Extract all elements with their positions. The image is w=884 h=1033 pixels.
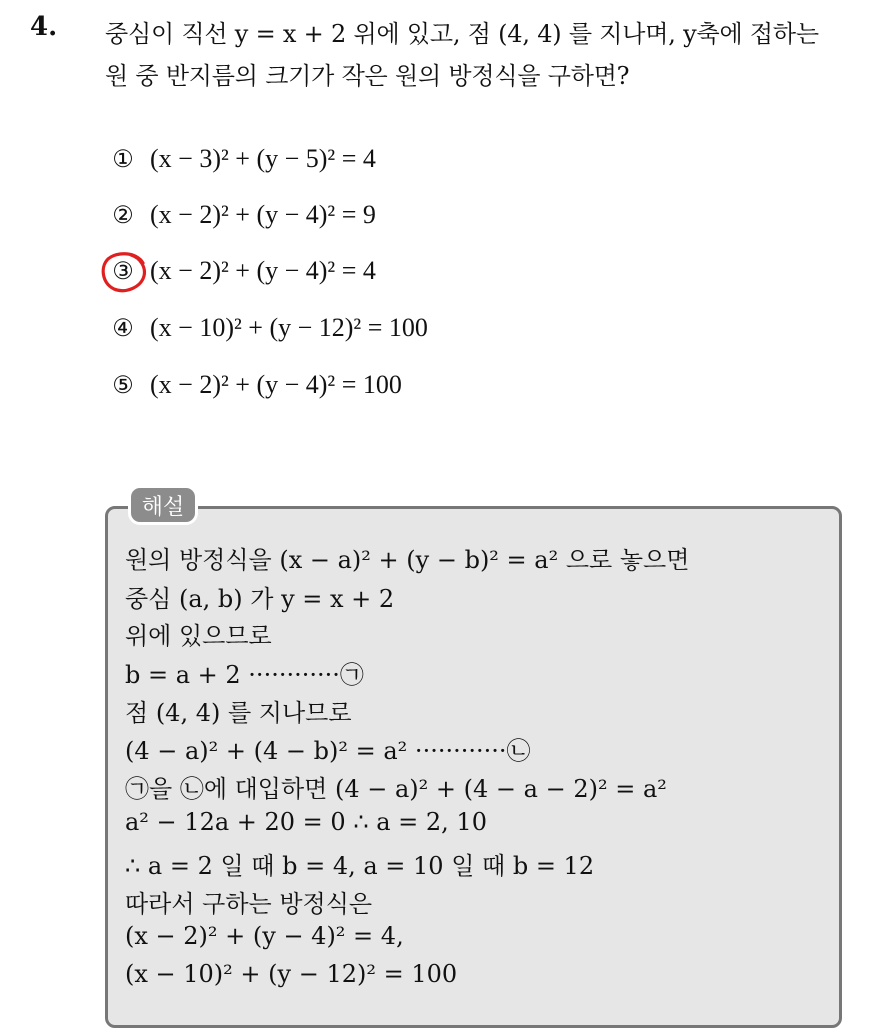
answer-circle-stroke bbox=[103, 254, 144, 291]
question-text-line-2: 원 중 반지름의 크기가 작은 원의 방정식을 구하면? bbox=[105, 62, 630, 90]
explanation-line-1: 원의 방정식을 (x − a)² + (y − b)² = a² 으로 놓으면 bbox=[125, 546, 690, 574]
option-1[interactable] bbox=[110, 144, 376, 174]
explanation-line-2: 중심 (a, b) 가 y = x + 2 bbox=[125, 585, 395, 613]
option-5-number: ⑤ bbox=[112, 371, 134, 399]
option-1-equation: (x − 3)² + (y − 5)² = 4 bbox=[150, 144, 376, 173]
option-2[interactable] bbox=[110, 200, 376, 230]
option-3[interactable] bbox=[110, 256, 376, 286]
option-3-equation: (x − 2)² + (y − 4)² = 4 bbox=[150, 256, 376, 285]
option-3-number: ③ bbox=[112, 257, 134, 285]
explanation-line-5: 점 (4, 4) 를 지나므로 bbox=[125, 699, 352, 727]
explanation-tag: 해설 bbox=[128, 485, 198, 525]
answer-circle-mark bbox=[99, 249, 149, 295]
option-5-equation: (x − 2)² + (y − 4)² = 100 bbox=[150, 370, 402, 399]
option-4[interactable] bbox=[110, 313, 428, 343]
option-2-number: ② bbox=[112, 201, 134, 229]
explanation-line-6: (4 − a)² + (4 − b)² = a² ············㉡ bbox=[125, 737, 531, 765]
explanation-line-9: ∴ a = 2 일 때 b = 4, a = 10 일 때 b = 12 bbox=[125, 852, 595, 880]
explanation-line-11: (x − 2)² + (y − 4)² = 4, bbox=[125, 922, 404, 950]
explanation-line-7: ㉠을 ㉡에 대입하면 (4 − a)² + (4 − a − 2)² = a² bbox=[125, 775, 667, 803]
explanation-line-8: a² − 12a + 20 = 0 ∴ a = 2, 10 bbox=[125, 808, 487, 836]
explanation-line-4: b = a + 2 ············㉠ bbox=[125, 661, 364, 689]
option-4-number: ④ bbox=[112, 314, 134, 342]
question-text-line-1: 중심이 직선 y = x + 2 위에 있고, 점 (4, 4) 를 지나며, y축에 접하는 bbox=[105, 20, 819, 48]
explanation-line-10: 따라서 구하는 방정식은 bbox=[125, 890, 373, 918]
option-2-equation: (x − 2)² + (y − 4)² = 9 bbox=[150, 200, 376, 229]
option-1-number: ① bbox=[112, 145, 134, 173]
explanation-line-3: 위에 있으므로 bbox=[125, 622, 272, 650]
explanation-line-12: (x − 10)² + (y − 12)² = 100 bbox=[125, 960, 458, 988]
question-number: 4. bbox=[30, 12, 58, 42]
option-5[interactable] bbox=[110, 370, 402, 400]
option-4-equation: (x − 10)² + (y − 12)² = 100 bbox=[150, 313, 428, 342]
